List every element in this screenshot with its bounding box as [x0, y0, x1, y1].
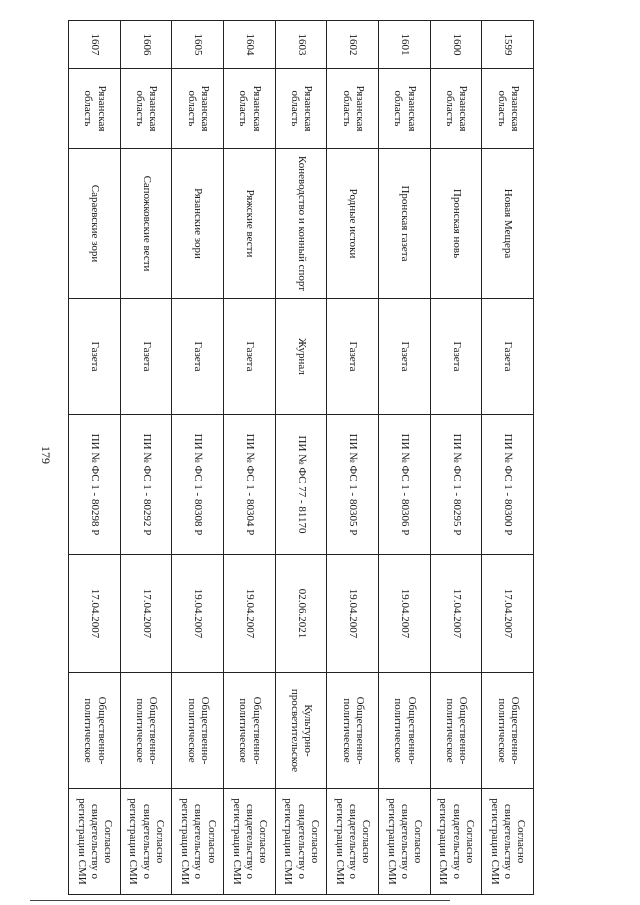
- registration-number-cell: ПИ № ФС 1 - 80304 Р: [224, 415, 276, 555]
- registration-date-cell: 17.04.2007: [430, 555, 482, 673]
- media-name-cell: Рязанские зори: [172, 149, 224, 299]
- media-type-cell: Газета: [430, 299, 482, 415]
- media-name-cell: Родные истоки: [327, 149, 379, 299]
- registration-number-cell: ПИ № ФС 1 - 80306 Р: [379, 415, 431, 555]
- registration-date-cell: 17.04.2007: [482, 555, 534, 673]
- media-type-cell: Журнал: [275, 299, 327, 415]
- row-number: 1603: [275, 21, 327, 69]
- specialization-cell: Общественно-политическое: [224, 673, 276, 789]
- registration-date-cell: 19.04.2007: [327, 555, 379, 673]
- row-number: 1607: [69, 21, 121, 69]
- basis-cell: Согласно свидетельству о регистрации СМИ: [327, 789, 379, 895]
- basis-cell: Согласно свидетельству о регистрации СМИ: [430, 789, 482, 895]
- table-row: [224, 21, 276, 895]
- registration-number-cell: ПИ № ФС 1 - 80308 Р: [172, 415, 224, 555]
- media-type-cell: Газета: [482, 299, 534, 415]
- registration-number-cell: ПИ № ФС 1 - 80305 Р: [327, 415, 379, 555]
- basis-cell: Согласно свидетельству о регистрации СМИ: [120, 789, 172, 895]
- table-row: [430, 21, 482, 895]
- specialization-cell: Общественно-политическое: [172, 673, 224, 789]
- specialization-cell: Общественно-политическое: [379, 673, 431, 789]
- registration-date-cell: 19.04.2007: [172, 555, 224, 673]
- registration-number-cell: ПИ № ФС 1 - 80300 Р: [482, 415, 534, 555]
- region-cell: Рязанская область: [275, 69, 327, 149]
- basis-cell: Согласно свидетельству о регистрации СМИ: [224, 789, 276, 895]
- specialization-cell: Общественно-политическое: [327, 673, 379, 789]
- region-cell: Рязанская область: [379, 69, 431, 149]
- page-bottom-rule: [30, 900, 450, 901]
- row-number: 1602: [327, 21, 379, 69]
- basis-cell: Согласно свидетельству о регистрации СМИ: [379, 789, 431, 895]
- media-type-cell: Газета: [69, 299, 121, 415]
- region-cell: Рязанская область: [327, 69, 379, 149]
- registration-date-cell: 19.04.2007: [379, 555, 431, 673]
- media-type-cell: Газета: [120, 299, 172, 415]
- row-number: 1604: [224, 21, 276, 69]
- registration-number-cell: ПИ № ФС 1 - 80295 Р: [430, 415, 482, 555]
- media-type-cell: Газета: [172, 299, 224, 415]
- specialization-cell: Культурно-просветительское: [275, 673, 327, 789]
- region-cell: Рязанская область: [224, 69, 276, 149]
- row-number: 1599: [482, 21, 534, 69]
- table-row: [69, 21, 121, 895]
- basis-cell: Согласно свидетельству о регистрации СМИ: [275, 789, 327, 895]
- table-row: [379, 21, 431, 895]
- media-name-cell: Ряжские вести: [224, 149, 276, 299]
- media-type-cell: Газета: [224, 299, 276, 415]
- region-cell: Рязанская область: [482, 69, 534, 149]
- basis-cell: Согласно свидетельству о регистрации СМИ: [482, 789, 534, 895]
- media-name-cell: Коневодство и конный спорт: [275, 149, 327, 299]
- media-type-cell: Газета: [379, 299, 431, 415]
- row-number: 1606: [120, 21, 172, 69]
- specialization-cell: Общественно-политическое: [69, 673, 121, 789]
- registration-date-cell: 17.04.2007: [120, 555, 172, 673]
- specialization-cell: Общественно-политическое: [430, 673, 482, 789]
- registration-number-cell: ПИ № ФС 1 - 80298 Р: [69, 415, 121, 555]
- specialization-cell: Общественно-политическое: [482, 673, 534, 789]
- row-number: 1600: [430, 21, 482, 69]
- registration-number-cell: ПИ № ФС 1 - 80292 Р: [120, 415, 172, 555]
- region-cell: Рязанская область: [120, 69, 172, 149]
- table-row: [172, 21, 224, 895]
- specialization-cell: Общественно-политическое: [120, 673, 172, 789]
- basis-cell: Согласно свидетельству о регистрации СМИ: [172, 789, 224, 895]
- table-row: [275, 21, 327, 895]
- media-name-cell: Пронская новь: [430, 149, 482, 299]
- media-name-cell: Пронская газета: [379, 149, 431, 299]
- media-name-cell: Новая Мещера: [482, 149, 534, 299]
- registration-date-cell: 17.04.2007: [69, 555, 121, 673]
- table-row: [482, 21, 534, 895]
- registration-number-cell: ПИ № ФС 77 - 81170: [275, 415, 327, 555]
- region-cell: Рязанская область: [430, 69, 482, 149]
- media-name-cell: Сапожковские вести: [120, 149, 172, 299]
- media-name-cell: Сараевские зори: [69, 149, 121, 299]
- registration-date-cell: 02.06.2021: [275, 555, 327, 673]
- region-cell: Рязанская область: [172, 69, 224, 149]
- table-row: [120, 21, 172, 895]
- row-number: 1601: [379, 21, 431, 69]
- registration-date-cell: 19.04.2007: [224, 555, 276, 673]
- basis-cell: Согласно свидетельству о регистрации СМИ: [69, 789, 121, 895]
- media-type-cell: Газета: [327, 299, 379, 415]
- table-row: [327, 21, 379, 895]
- page-number: 179: [39, 446, 54, 464]
- region-cell: Рязанская область: [69, 69, 121, 149]
- row-number: 1605: [172, 21, 224, 69]
- registry-table-wrapper: [68, 20, 534, 894]
- media-registry-table: [68, 20, 534, 895]
